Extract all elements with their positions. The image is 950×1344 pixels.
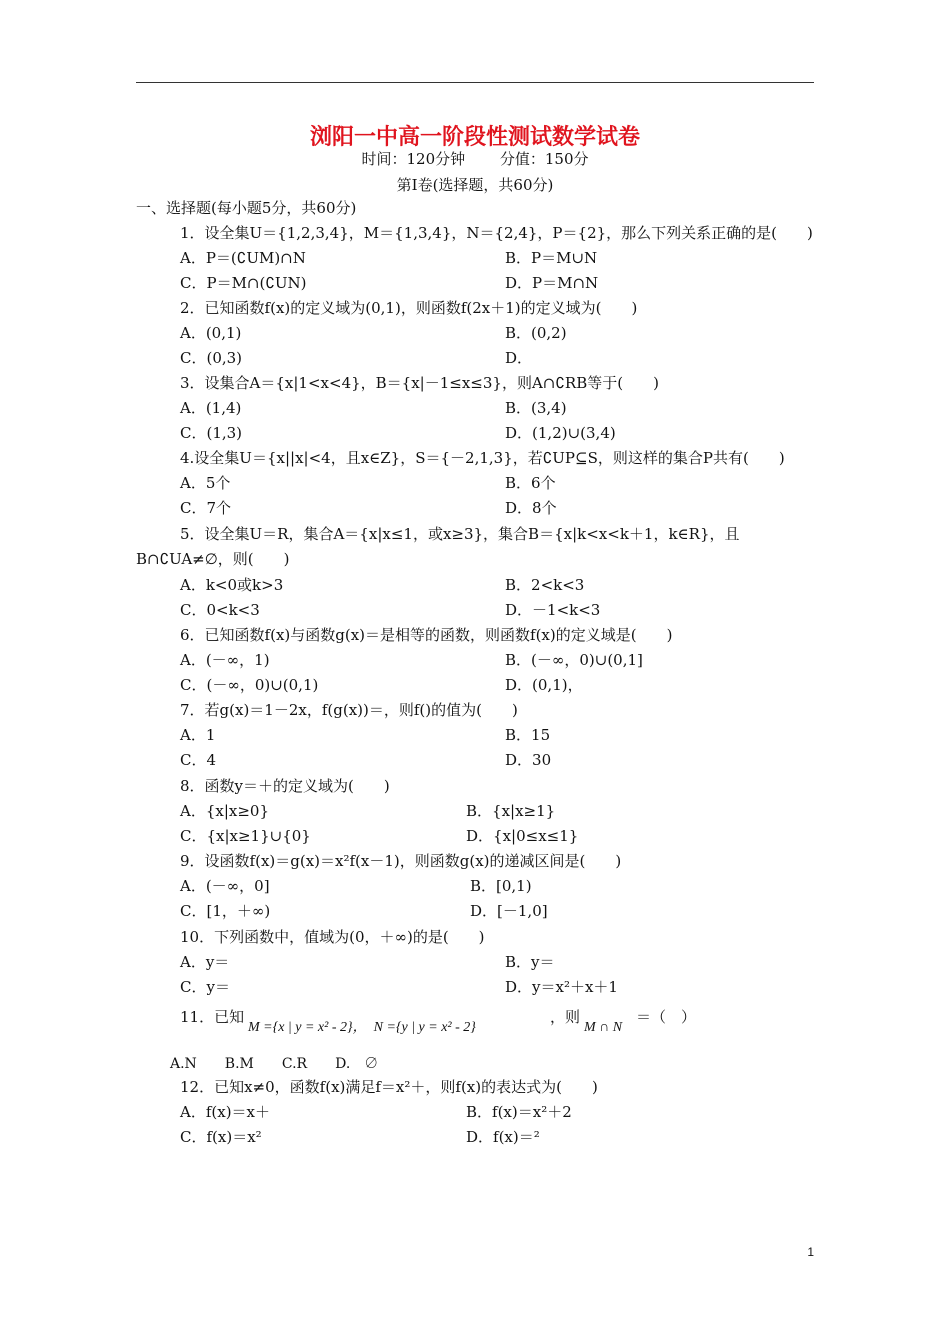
option: B．15 [505, 726, 551, 744]
option: A．(1,4) [180, 399, 242, 417]
option: B．(0,2) [505, 324, 567, 342]
option: C．4 [180, 751, 217, 769]
question-stem: 8．函数y＝＋的定义域为( ) [180, 777, 390, 795]
option: C．y＝ [180, 978, 230, 996]
question-stem: 4.设全集U＝{x||x|<4，且x∈Z}，S＝{－2,1,3}，若∁UP⊆S，则这样的集合P共有( ) [180, 449, 785, 467]
option: C．f(x)＝x² [180, 1128, 262, 1146]
option: D．f(x)＝² [466, 1128, 540, 1146]
option: C．{x|x≥1}∪{0} [180, 827, 311, 845]
option: B．(－∞，0)∪(0,1] [505, 651, 643, 669]
option: D．(0,1)， [505, 676, 583, 694]
option: A．k<0或k>3 [180, 576, 284, 594]
question-stem: 10．下列函数中，值域为(0，＋∞)的是( ) [180, 928, 485, 946]
page-number: 1 [807, 1245, 814, 1259]
option: D．P＝M∩N [505, 274, 599, 292]
option: D．{x|0≤x≤1} [466, 827, 579, 845]
option: C．(1,3) [180, 424, 243, 442]
question-stem-then: ，则 [550, 1008, 581, 1026]
option: C．(－∞，0)∪(0,1) [180, 676, 319, 694]
option: C．P＝M∩(∁UN) [180, 274, 307, 292]
question-stem: 1．设全集U＝{1,2,3,4}，M＝{1,3,4}，N＝{2,4}，P＝{2}，那么下列关系正确的是( ) [180, 224, 813, 242]
option: D． [505, 349, 533, 367]
option: B．(3,4) [505, 399, 567, 417]
question-stem: 9．设函数f(x)＝g(x)＝x²f(x－1)，则函数g(x)的递减区间是( ) [180, 852, 622, 870]
question-stem: 2．已知函数f(x)的定义域为(0,1)，则函数f(2x＋1)的定义域为( ) [180, 299, 638, 317]
option: C．0<k<3 [180, 601, 260, 619]
option: A．(－∞，0] [180, 877, 270, 895]
option: B．y＝ [505, 953, 555, 971]
question-stem: 12．已知x≠0，函数f(x)满足f＝x²＋，则f(x)的表达式为( ) [180, 1078, 598, 1096]
option: D．8个 [505, 499, 557, 517]
option: A．y＝ [180, 953, 230, 971]
time-score-line: 时间：120分钟 分值：150分 [361, 150, 589, 168]
option: A．(0,1) [180, 324, 242, 342]
option: D．－1<k<3 [505, 601, 601, 619]
question-stem-continued: B∩∁UA≠∅，则( ) [136, 550, 290, 568]
option: B．{x|x≥1} [466, 802, 556, 820]
section-heading: 一、选择题(每小题5分，共60分) [136, 199, 357, 217]
question-stem: 6．已知函数f(x)与函数g(x)＝是相等的函数，则函数f(x)的定义域是( ) [180, 626, 673, 644]
question-stem: 11．已知 [180, 1008, 245, 1026]
option: A．{x|x≥0} [180, 802, 270, 820]
option: B．[0,1) [470, 877, 532, 895]
set-definitions: M ={x | y = x² - 2}， N ={y | y = x² - 2} [248, 1020, 476, 1035]
option: A．f(x)＝x＋ [180, 1103, 271, 1121]
option: D．y＝x²＋x＋1 [505, 978, 618, 996]
intersection-expr: M ∩ N [584, 1020, 623, 1035]
option: C．(0,3) [180, 349, 243, 367]
option: D．(1,2)∪(3,4) [505, 424, 616, 442]
option: B．6个 [505, 474, 556, 492]
option: A．P＝(∁UM)∩N [180, 249, 306, 267]
option: A．5个 [180, 474, 231, 492]
question-stem-end: ＝（ ） [636, 1008, 697, 1026]
page-title: 浏阳一中高一阶段性测试数学试卷 [309, 124, 640, 150]
header-rule [136, 82, 814, 83]
option: A．(－∞，1) [180, 651, 270, 669]
question-stem: 5．设全集U＝R，集合A＝{x|x≤1，或x≥3}，集合B＝{x|k<x<k＋1，k∈R}，且 [180, 525, 740, 543]
option-row: A.N B.M C.R D. ∅ [170, 1056, 379, 1072]
option: B．2<k<3 [505, 576, 585, 594]
volume-heading: 第Ⅰ卷(选择题，共60分) [396, 176, 554, 194]
option: D．[－1,0] [470, 902, 548, 920]
question-stem: 7．若g(x)＝1－2x，f(g(x))＝，则f()的值为( ) [180, 701, 518, 719]
option: B．P＝M∪N [505, 249, 598, 267]
question-stem: 3．设集合A＝{x|1<x<4}，B＝{x|－1≤x≤3}，则A∩∁RB等于( ) [180, 374, 659, 392]
option: B．f(x)＝x²＋2 [466, 1103, 572, 1121]
option: D．30 [505, 751, 552, 769]
option: C．7个 [180, 499, 232, 517]
option: C．[1，＋∞) [180, 902, 271, 920]
option: A．1 [180, 726, 216, 744]
